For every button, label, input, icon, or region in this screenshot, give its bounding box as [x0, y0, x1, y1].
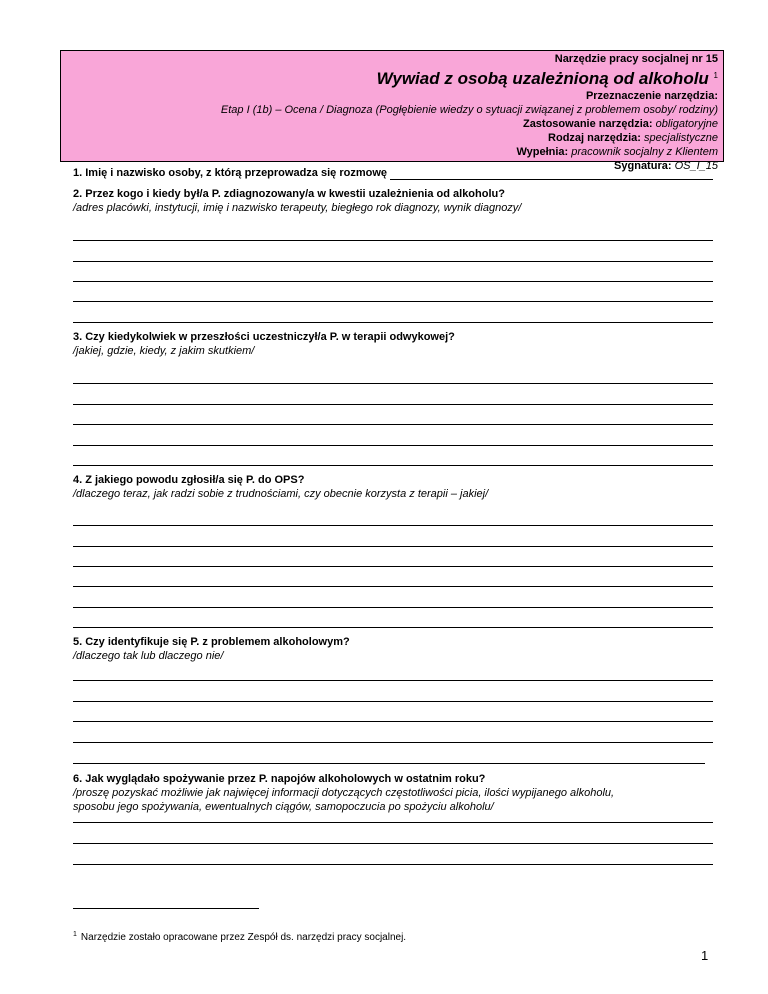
footnote-text: Narzędzie zostało opracowane przez Zespół ds. narzędzi pracy socjalnej.: [80, 932, 407, 943]
question-2-title: 2. Przez kogo i kiedy był/a P. zdiagnozowany/a w kwestii uzależnienia od alkoholu?: [73, 188, 505, 200]
purpose-label: Przeznaczenie narzędzia:: [585, 90, 718, 102]
answer-line[interactable]: [73, 566, 713, 567]
answer-line[interactable]: [73, 864, 713, 865]
question-3-title: 3. Czy kiedykolwiek w przeszłości uczestniczył/a P. w terapii odwykowej?: [73, 331, 455, 343]
answer-line[interactable]: [73, 261, 713, 262]
answer-line[interactable]: [73, 445, 713, 446]
question-3-hint: /jakiej, gdzie, kiedy, z jakim skutkiem/: [73, 345, 255, 357]
answer-line[interactable]: [73, 322, 713, 323]
type-row: Rodzaj narzędzia: specjalistyczne: [548, 132, 718, 144]
tool-number: Narzędzie pracy socjalnej nr 15: [554, 53, 718, 65]
answer-line[interactable]: [73, 721, 713, 722]
signature-row: Sygnatura: OS_I_15: [614, 160, 718, 172]
answer-line[interactable]: [73, 525, 713, 526]
answer-line[interactable]: [73, 607, 713, 608]
answer-line[interactable]: [390, 167, 713, 180]
answer-line[interactable]: [73, 465, 713, 466]
question-5-hint: /dlaczego tak lub dlaczego nie/: [73, 650, 224, 662]
answer-line[interactable]: [73, 701, 713, 702]
footnote-mark: 1: [73, 931, 77, 938]
footnote: [73, 931, 406, 943]
answer-line[interactable]: [73, 404, 713, 405]
filled-by-row: Wypełnia: pracownik socjalny z Klientem: [516, 146, 718, 158]
question-6-hint: /proszę pozyskać możliwie jak najwięcej informacji dotyczących częstotliwości picia, ilości wypijanego alkoholu,: [73, 787, 615, 799]
answer-line[interactable]: [73, 843, 713, 844]
answer-line[interactable]: [73, 822, 713, 823]
usage-row: Zastosowanie narzędzia: obligatoryjne: [522, 118, 718, 130]
purpose-text: Etap I (1b) – Ocena / Diagnoza (Pogłębienie wiedzy o sytuacji związanej z problemem osoby/ rodziny): [220, 104, 718, 116]
answer-line[interactable]: [73, 301, 713, 302]
question-4-hint: /dlaczego teraz, jak radzi sobie z trudnościami, czy obecnie korzysta z terapii – jakiej/: [73, 488, 489, 500]
answer-line[interactable]: [73, 240, 713, 241]
question-6-hint-continued: sposobu jego spożywania, ewentualnych ciągów, samopoczucia po spożyciu alkoholu/: [73, 801, 494, 813]
page-number: 1: [701, 948, 709, 963]
question-4-title: 4. Z jakiego powodu zgłosił/a się P. do OPS?: [73, 474, 305, 486]
document-title: Wywiad z osobą uzależnioną od alkoholu $^1$: [376, 69, 718, 88]
answer-line[interactable]: [73, 586, 713, 587]
answer-line[interactable]: [73, 383, 713, 384]
footnote-separator: [73, 908, 259, 909]
answer-line[interactable]: [73, 763, 705, 764]
title-footnote-mark: 1: [713, 71, 718, 80]
question-6-title: 6. Jak wyglądało spożywanie przez P. napojów alkoholowych w ostatnim roku?: [73, 773, 486, 785]
tool-header: [60, 50, 724, 172]
question-1-title: 1. Imię i nazwisko osoby, z którą przeprowadza się rozmowę: [73, 167, 387, 179]
question-1: [73, 167, 713, 181]
question-5-title: 5. Czy identyfikuje się P. z problemem alkoholowym?: [73, 636, 350, 648]
answer-line[interactable]: [73, 281, 713, 282]
answer-line[interactable]: [73, 546, 713, 547]
answer-line[interactable]: [73, 742, 713, 743]
answer-line[interactable]: [73, 680, 713, 681]
answer-line[interactable]: [73, 424, 713, 425]
answer-line[interactable]: [73, 627, 713, 628]
question-2-hint: /adres placówki, instytucji, imię i nazwisko terapeuty, biegłego rok diagnozy, wynik diagnozy/: [73, 202, 522, 214]
